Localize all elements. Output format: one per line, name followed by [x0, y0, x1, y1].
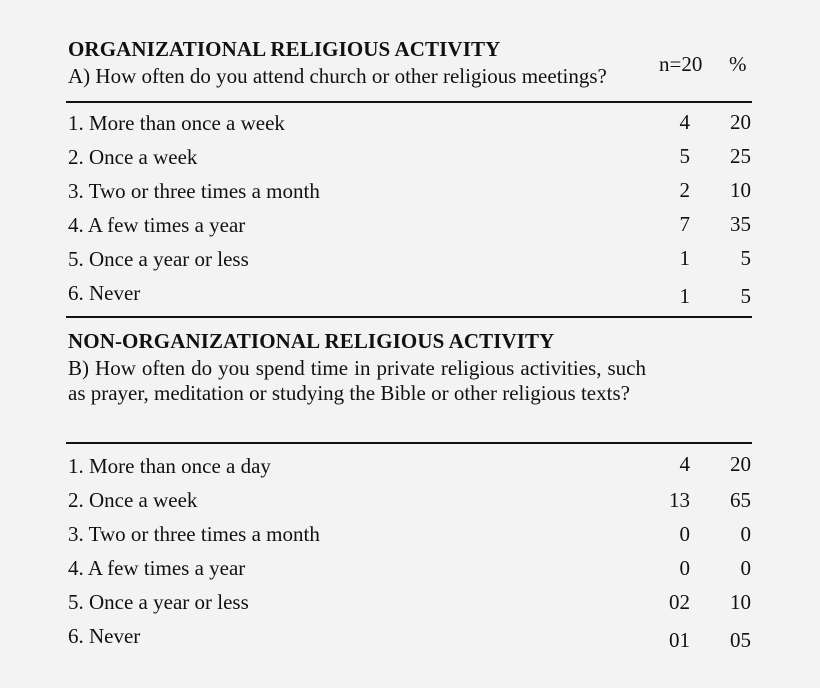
- table-row-n: 4: [679, 452, 690, 476]
- table-row-percent: 0: [740, 522, 751, 546]
- table-row-label: 5. Once a year or less: [68, 247, 249, 271]
- table-row-percent: 5: [740, 284, 751, 308]
- table-row-percent: 05: [730, 628, 751, 652]
- table-row-label: 1. More than once a week: [68, 111, 285, 135]
- section-b-question: B) How often do you spend time in private religious activities, such as prayer, meditation or studying the Bible or other religious texts?: [68, 356, 646, 405]
- table-row-n: 02: [669, 590, 690, 614]
- table-row-percent: 65: [730, 488, 751, 512]
- section-b-heading: NON-ORGANIZATIONAL RELIGIOUS ACTIVITY: [68, 329, 555, 353]
- section-divider-rule: [66, 316, 752, 318]
- table-row-n: 7: [679, 212, 690, 236]
- table-row-n: 01: [669, 628, 690, 652]
- section-a-heading: ORGANIZATIONAL RELIGIOUS ACTIVITY: [68, 37, 501, 61]
- table-row-percent: 35: [730, 212, 751, 236]
- table-row-percent: 20: [730, 110, 751, 134]
- table-row-n: 1: [679, 246, 690, 270]
- section-a-question: A) How often do you attend church or other religious meetings?: [68, 64, 607, 88]
- table-row-n: 0: [679, 556, 690, 580]
- table-row-n: 13: [669, 488, 690, 512]
- table-row-label: 6. Never: [68, 281, 141, 305]
- section-b-header-rule: [66, 442, 752, 444]
- table-row-label: 6. Never: [68, 624, 141, 648]
- table-row-label: 4. A few times a year: [68, 556, 246, 580]
- table-row-n: 4: [679, 110, 690, 134]
- table-row-percent: 0: [740, 556, 751, 580]
- table-row-percent: 20: [730, 452, 751, 476]
- section-a-header-rule: [66, 101, 752, 103]
- table-row-percent: 10: [730, 590, 751, 614]
- table-row-label: 1. More than once a day: [68, 454, 271, 478]
- table-row-n: 1: [679, 284, 690, 308]
- table-row-label: 2. Once a week: [68, 488, 198, 512]
- table-row-percent: 25: [730, 144, 751, 168]
- table-row-label: 4. A few times a year: [68, 213, 246, 237]
- table-row-label: 5. Once a year or less: [68, 590, 249, 614]
- table-row-label: 3. Two or three times a month: [68, 522, 320, 546]
- table-row-label: 3. Two or three times a month: [68, 179, 320, 203]
- percent-column-header: %: [729, 52, 747, 76]
- table-row-label: 2. Once a week: [68, 145, 198, 169]
- table-row-n: 5: [679, 144, 690, 168]
- table-row-n: 2: [679, 178, 690, 202]
- n-column-header: n=20: [659, 52, 703, 76]
- table-row-percent: 5: [740, 246, 751, 270]
- table-row-percent: 10: [730, 178, 751, 202]
- table-row-n: 0: [679, 522, 690, 546]
